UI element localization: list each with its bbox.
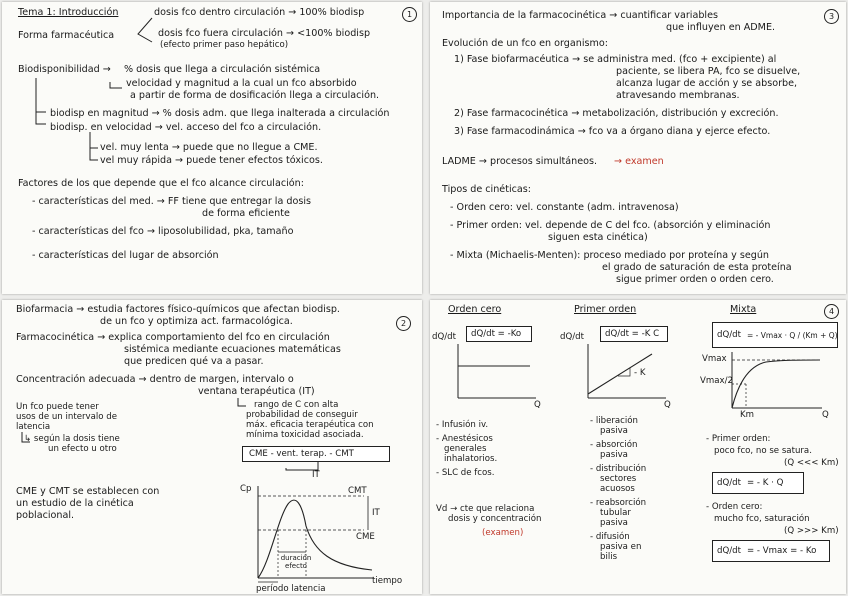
concentration-time-graph: [2, 300, 422, 594]
text-line: dosis fco dentro circulación → 100% biodisp: [154, 7, 365, 18]
col3-km-label: Km: [740, 410, 755, 420]
page-3: [430, 2, 846, 294]
text-line: de forma eficiente: [202, 208, 290, 219]
text-line: sistémica mediante ecuaciones matemáticas: [124, 344, 341, 355]
list-item: - difusión: [590, 532, 630, 542]
text-line: - Orden cero: vel. constante (adm. intravenosa): [450, 202, 679, 213]
text-line: alcanza lugar de acción y se absorbe,: [616, 78, 798, 89]
text-line: sigue primer orden o orden cero.: [616, 274, 774, 285]
col3-eq3-rhs: = - Vmax = - Ko: [747, 546, 817, 556]
page-number: 1: [402, 7, 417, 22]
text-line: - Primer orden: vel. depende de C del fco. (absorción y eliminación: [450, 220, 771, 231]
list-item: acuosos: [600, 484, 635, 494]
text-line: mucho fco, saturación: [714, 514, 810, 524]
graph-cme-label: CME: [356, 532, 375, 542]
col3-eq3-lhs: dQ/dt: [717, 546, 741, 556]
text-line: Evolución de un fco en organismo:: [442, 38, 608, 49]
text-line: Farmacocinética → explica comportamiento del fco en circulación: [16, 332, 330, 343]
list-item: inhalatorios.: [444, 454, 498, 464]
text-line: - características del fco → liposolubilidad, pka, tamaño: [32, 226, 294, 237]
text-line: biodisp en magnitud → % dosis adm. que llega inalterada a circulación: [50, 108, 390, 119]
text-line: - Orden cero:: [706, 502, 763, 512]
list-item: generales: [444, 444, 487, 454]
list-item: - absorción: [590, 440, 638, 450]
col3-eq2-box: [712, 472, 804, 494]
col2-equation: dQ/dt = -K C: [605, 329, 660, 339]
page-number: 2: [396, 316, 411, 331]
text-line: poblacional.: [16, 510, 75, 521]
list-item: pasiva: [600, 518, 628, 528]
graph-xlabel: tiempo: [372, 576, 403, 586]
text-line: - características del lugar de absorción: [32, 250, 219, 261]
col3-eq-rhs: = - Vmax · Q / (Km + Q): [747, 331, 838, 340]
page-1: [2, 2, 422, 294]
page-title: Tema 1: Introducción: [18, 7, 119, 18]
text-line: Factores de los que depende que el fco alcance circulación:: [18, 178, 304, 189]
list-item: pasiva: [600, 426, 628, 436]
list-item: - Anestésicos: [436, 434, 493, 444]
text-line: Concentración adecuada → dentro de margen, intervalo o: [16, 374, 294, 385]
text-line: dosis y concentración: [448, 514, 542, 524]
text-line: dosis fco fuera circulación → <100% biodisp: [158, 28, 371, 39]
text-line: - características del med. → FF tiene que entregar la dosis: [32, 196, 312, 207]
text-line: rango de C con alta: [254, 400, 339, 410]
list-item: pasiva: [600, 450, 628, 460]
text-line: vel muy rápida → puede tener efectos tóxicos.: [100, 155, 323, 166]
col2-xlabel: Q: [664, 400, 671, 410]
text-line: (Q <<< Km): [784, 458, 839, 468]
graph-it-label: IT: [372, 508, 380, 518]
list-item: - distribución: [590, 464, 647, 474]
graph-cmt-label: CMT: [348, 486, 367, 496]
text-line: Tipos de cinéticas:: [442, 184, 532, 195]
text-line: probabilidad de conseguir: [246, 410, 358, 420]
exam-note: → examen: [614, 156, 664, 167]
col3-xlabel: Q: [822, 410, 829, 420]
text-line: % dosis que llega a circulación sistémica: [124, 64, 321, 75]
it-label: IT: [312, 470, 320, 480]
text-line: ↳ según la dosis tiene: [24, 434, 120, 444]
text-line: velocidad y magnitud a la cual un fco absorbido: [126, 78, 357, 89]
page-2: [2, 300, 422, 594]
col3-eq2-rhs: = - K · Q: [747, 478, 784, 488]
col-title-orden-cero: Orden cero: [448, 304, 502, 315]
col2-slope-label: - K: [634, 368, 646, 378]
col3-eq2-lhs: dQ/dt: [717, 478, 741, 488]
text-line: Biofarmacia → estudia factores físico-químicos que afectan biodisp.: [16, 304, 340, 315]
text-line: que influyen en ADME.: [666, 22, 776, 33]
page-number: 3: [824, 9, 839, 24]
text-line: Biodisponibilidad →: [18, 64, 111, 75]
text-line: paciente, se libera PA, fco se disuelve,: [616, 66, 801, 77]
list-item: - Infusión iv.: [436, 420, 489, 430]
text-line: Forma farmacéutica: [18, 30, 115, 41]
text-line: latencia: [16, 422, 51, 432]
text-line: (Q >>> Km): [784, 526, 839, 536]
list-item: tubular: [600, 508, 631, 518]
page-number: 4: [824, 304, 839, 319]
col3-vmax2-label: Vmax/2: [700, 376, 733, 386]
list-item: - liberación: [590, 416, 638, 426]
text-line: - Primer orden:: [706, 434, 771, 444]
text-line: el grado de saturación de esta proteína: [602, 262, 792, 273]
text-line: poco fco, no se satura.: [714, 446, 812, 456]
list-item: pasiva en: [600, 542, 642, 552]
col-title-primer-orden: Primer orden: [574, 304, 637, 315]
text-line: Un fco puede tener: [16, 402, 99, 412]
graph-latency-label: período latencia: [256, 584, 326, 594]
text-line: Importancia de la farmacocinética → cuantificar variables: [442, 10, 718, 21]
text-line: 3) Fase farmacodinámica → fco va a órgano diana y ejerce efecto.: [454, 126, 771, 137]
col3-eq3-box: [712, 540, 830, 562]
graph-duration-label: duración efecto: [280, 554, 312, 570]
text-line: usos de un intervalo de: [16, 412, 117, 422]
text-line: biodisp. en velocidad → vel. acceso del fco a circulación.: [50, 122, 322, 133]
text-line: 1) Fase biofarmacéutica → se administra med. (fco + excipiente) al: [454, 54, 777, 65]
col1-xlabel: Q: [534, 400, 541, 410]
list-item: - SLC de fcos.: [436, 468, 495, 478]
text-line: - Mixta (Michaelis-Menten): proceso mediado por proteína y según: [450, 250, 770, 261]
text-line: (efecto primer paso hepático): [160, 40, 289, 50]
text-line: atravesando membranas.: [616, 90, 740, 101]
text-line: LADME → procesos simultáneos.: [442, 156, 598, 167]
col1-equation: dQ/dt = -Ko: [471, 329, 522, 339]
list-item: sectores: [600, 474, 637, 484]
graph-ylabel: Cp: [240, 484, 252, 494]
formula-text: CME - vent. terap. - CMT: [249, 449, 354, 459]
col3-vmax-label: Vmax: [702, 354, 727, 364]
text-line: un efecto u otro: [48, 444, 117, 454]
text-line: un estudio de la cinética: [16, 498, 134, 509]
text-line: 2) Fase farmacocinética → metabolización, distribución y excreción.: [454, 108, 779, 119]
list-item: - reabsorción: [590, 498, 647, 508]
text-line: que predicen qué va a pasar.: [124, 356, 264, 367]
text-line: vel. muy lenta → puede que no llegue a CME.: [100, 142, 318, 153]
text-line: a partir de forma de dosificación llega a circulación.: [130, 90, 380, 101]
list-item: bilis: [600, 552, 618, 562]
text-line: Vd → cte que relaciona: [436, 504, 535, 514]
text-line: mínima toxicidad asociada.: [246, 430, 364, 440]
text-line: ventana terapéutica (IT): [198, 386, 315, 397]
page-4: [430, 300, 846, 594]
col-title-mixta: Mixta: [730, 304, 757, 315]
text-line: máx. eficacia terapéutica con: [246, 420, 374, 430]
col2-ylabel: dQ/dt: [560, 332, 584, 342]
col1-ylabel: dQ/dt: [432, 332, 456, 342]
text-line: CME y CMT se establecen con: [16, 486, 160, 497]
col3-eq-lhs: dQ/dt: [717, 330, 741, 340]
text-line: siguen esta cinética): [548, 232, 648, 243]
exam-note: (examen): [482, 528, 524, 538]
text-line: de un fco y optimiza act. farmacológica.: [100, 316, 293, 327]
